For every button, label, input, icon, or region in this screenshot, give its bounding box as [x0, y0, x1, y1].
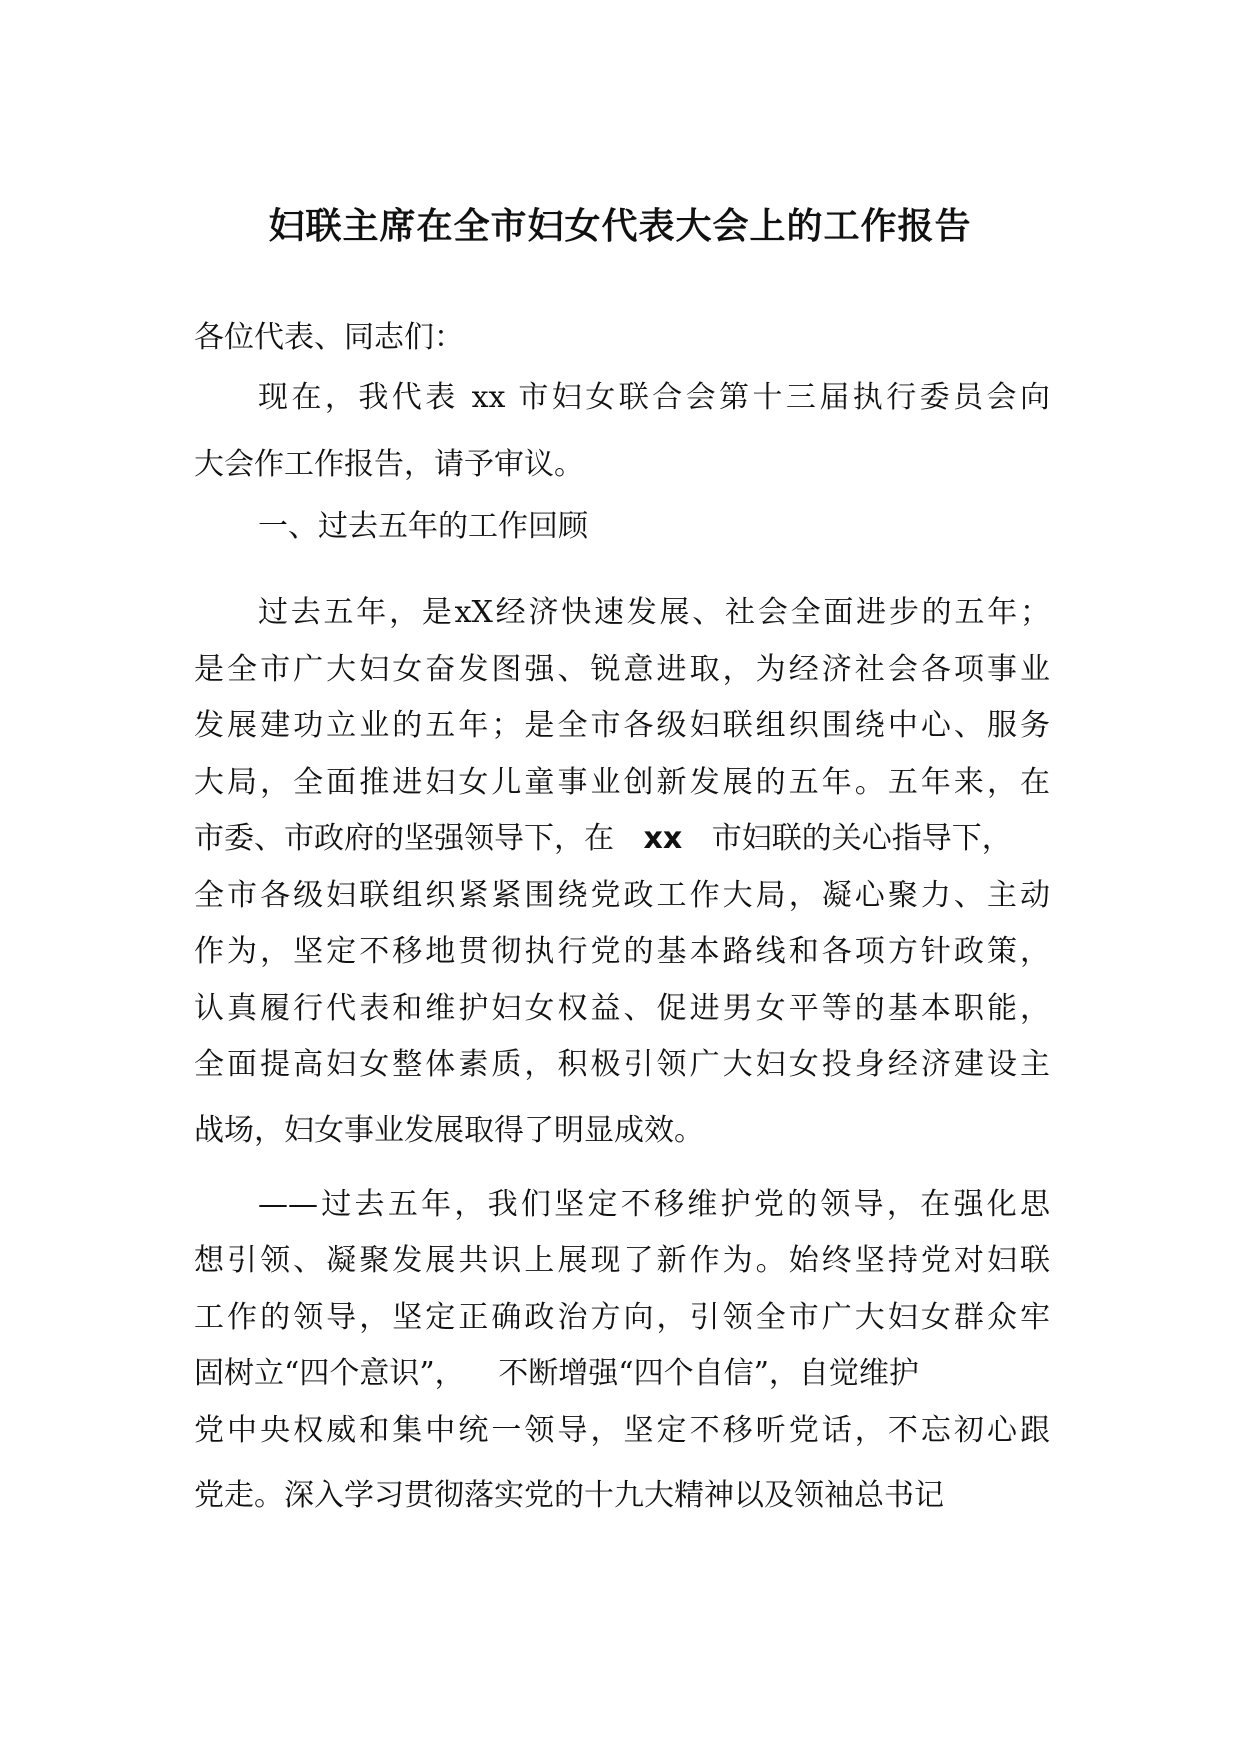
body-line: ——过去五年，我们坚定不移维护党的领导，在强化思 [258, 1187, 1050, 1222]
body-line: 战场，妇女事业发展取得了明显成效。 [194, 1113, 704, 1148]
salutation-line: 各位代表、同志们： [194, 320, 464, 355]
body-line-mixed [194, 1354, 1050, 1394]
body-line: 认真履行代表和维护妇女权益、促进男女平等的基本职能， [194, 991, 1050, 1026]
body-line: 是全市广大妇女奋发图强、锐意进取，为经济社会各项事业 [194, 652, 1050, 687]
body-line-mixed [194, 819, 1050, 859]
body-line: 过去五年，是xX经济快速发展、社会全面进步的五年； [258, 595, 1050, 630]
body-line: 全市各级妇联组织紧紧围绕党政工作大局，凝心聚力、主动 [194, 878, 1050, 913]
body-line: 工作的领导，坚定正确政治方向，引领全市广大妇女群众牢 [194, 1300, 1050, 1335]
body-text: 市委、市政府的坚强领导下，在 [194, 821, 614, 856]
body-line: 党走。深入学习贯彻落实党的十九大精神以及领袖总书记 [194, 1478, 944, 1513]
body-text: 不断增强“四个自信”，自觉维护 [498, 1356, 919, 1391]
body-line: 大会作工作报告，请予审议。 [194, 447, 584, 482]
body-text: 市妇联的关心指导下， [711, 821, 1012, 856]
body-line: 全面提高妇女整体素质，积极引领广大妇女投身经济建设主 [194, 1047, 1050, 1082]
section-heading: 一、过去五年的工作回顾 [258, 509, 588, 544]
body-line: 作为，坚定不移地贯彻执行党的基本路线和各项方针政策， [194, 934, 1050, 969]
body-line: 想引领、凝聚发展共识上展现了新作为。始终坚持党对妇联 [194, 1243, 1050, 1278]
body-line: 大局，全面推进妇女儿童事业创新发展的五年。五年来，在 [194, 765, 1050, 800]
city-placeholder: xx [643, 821, 683, 856]
document-title: 妇联主席在全市妇女代表大会上的工作报告 [268, 206, 972, 247]
body-text: 固树立“四个意识”， [194, 1356, 465, 1391]
body-line: 党中央权威和集中统一领导，坚定不移听党话，不忘初心跟 [194, 1413, 1050, 1448]
body-line: 现在，我代表 xx 市妇女联合会第十三届执行委员会向 [258, 380, 1050, 415]
body-line: 发展建功立业的五年；是全市各级妇联组织围绕中心、服务 [194, 708, 1050, 743]
